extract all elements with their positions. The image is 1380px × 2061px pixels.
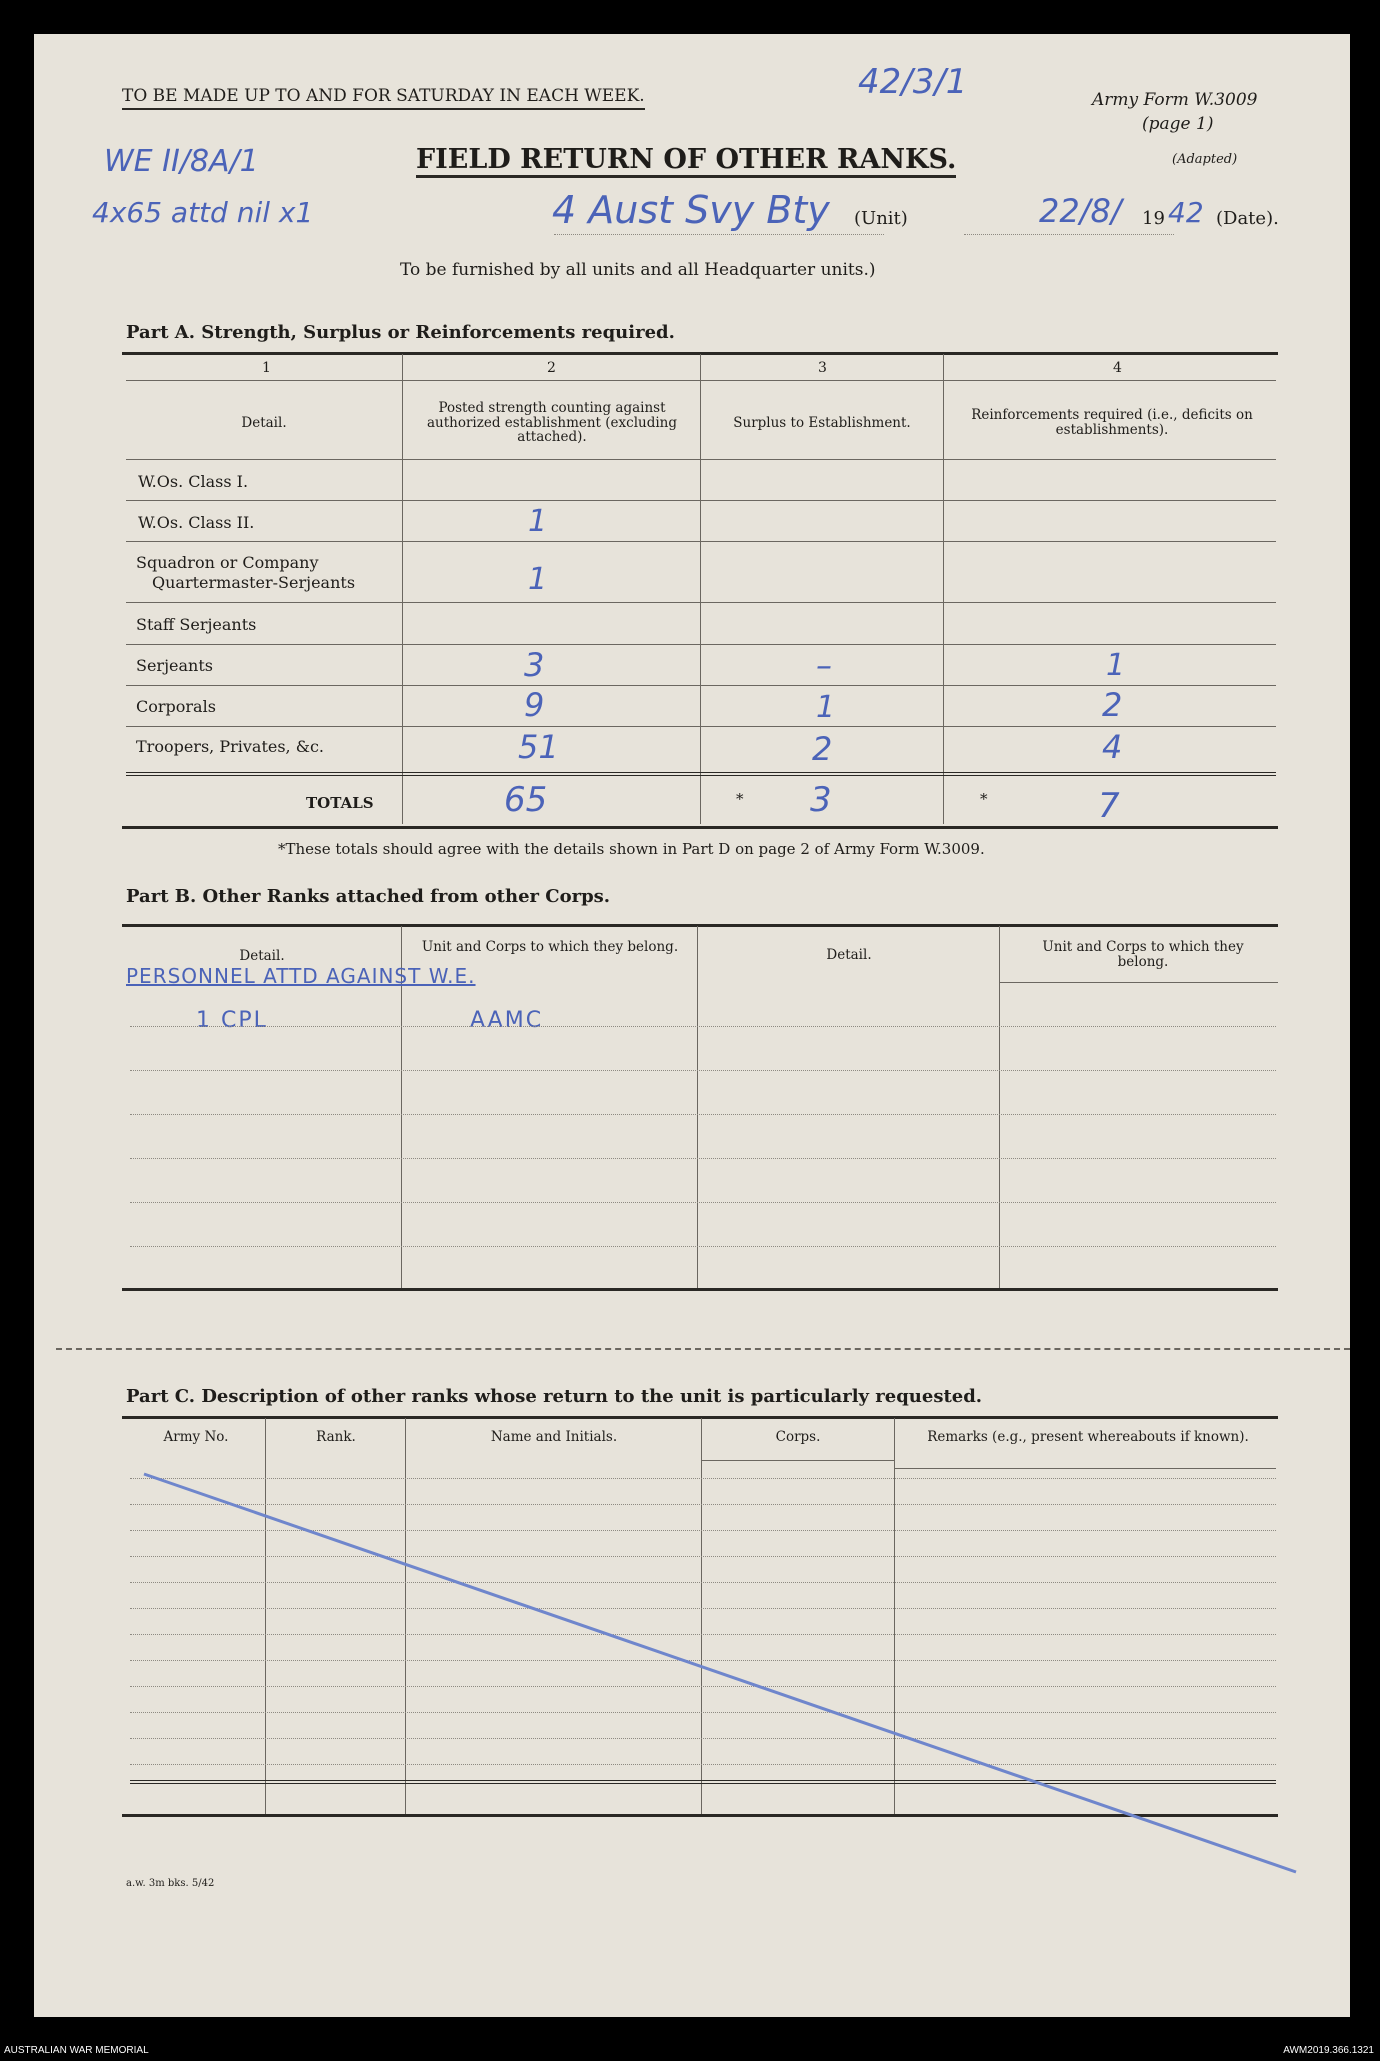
row-label-cqms-2: Quartermaster-Serjeants — [152, 573, 356, 592]
totals-reinf-marker: * — [980, 790, 988, 808]
army-form-number: Army Form W.3009 — [1092, 90, 1258, 110]
part-c-header-remarks: Remarks (e.g., present whereabouts if known). — [927, 1429, 1249, 1445]
surplus-troopers: 2 — [812, 730, 833, 768]
handwritten-attached-heading: PERSONNEL ATTD AGAINST W.E. — [126, 964, 476, 988]
date-label: (Date). — [1216, 208, 1279, 229]
reinf-corporals: 2 — [1102, 686, 1123, 724]
page-number: (page 1) — [1142, 114, 1214, 134]
row-label-wo2: W.Os. Class II. — [138, 513, 255, 532]
part-b-header-detail-2: Detail. — [826, 947, 872, 963]
year-prefix: 19 — [1142, 208, 1165, 229]
col-number-4: 4 — [1113, 360, 1122, 376]
posted-troopers: 51 — [518, 728, 559, 766]
part-a-header-detail: Detail. — [241, 415, 287, 431]
posted-serjeants: 3 — [524, 646, 545, 684]
form-title: FIELD RETURN OF OTHER RANKS. — [416, 144, 956, 175]
archive-institution: AUSTRALIAN WAR MEMORIAL — [4, 2045, 149, 2056]
totals-posted: 65 — [504, 780, 548, 820]
totals-label: TOTALS — [306, 794, 374, 812]
posted-wo2: 1 — [528, 504, 548, 539]
totals-surplus: 3 — [810, 780, 832, 820]
cancel-stroke — [34, 34, 1350, 2017]
handwritten-attached-detail: 1 CPL — [196, 1008, 268, 1033]
surplus-corporals: 1 — [816, 690, 836, 725]
instruction-line: TO BE MADE UP TO AND FOR SATURDAY IN EACH WEEK. — [122, 86, 645, 106]
form-sheet — [34, 34, 1350, 2017]
part-b-header-detail-1: Detail. — [239, 948, 285, 964]
part-c-header-corps: Corps. — [775, 1429, 821, 1445]
handwritten-we-ref: WE II/8A/1 — [104, 144, 259, 179]
furnish-note: To be furnished by all units and all Headquarter units.) — [400, 260, 876, 280]
print-code: a.w. 3m bks. 5/42 — [126, 1878, 215, 1889]
row-label-troopers: Troopers, Privates, &c. — [136, 737, 325, 756]
col-number-3: 3 — [818, 360, 827, 376]
archive-footer — [0, 2042, 1380, 2061]
row-label-corporals: Corporals — [136, 697, 216, 716]
handwritten-attached-corps: AAMC — [470, 1008, 544, 1033]
unit-label: (Unit) — [854, 208, 908, 229]
totals-surplus-marker: * — [736, 790, 744, 808]
reinf-troopers: 4 — [1102, 728, 1123, 766]
part-a-header-reinforcements: Reinforcements required (i.e., deficits on establishments). — [971, 407, 1253, 438]
part-c-heading: Part C. Description of other ranks whose return to the unit is particularly requested. — [126, 1386, 983, 1407]
handwritten-date: 22/8/ — [1039, 192, 1122, 230]
row-label-wo1: W.Os. Class I. — [138, 472, 249, 491]
part-a-footnote: *These totals should agree with the details shown in Part D on page 2 of Army Form W.3009. — [278, 840, 985, 858]
part-c-header-army-no: Army No. — [163, 1429, 229, 1445]
part-a-header-surplus: Surplus to Establishment. — [733, 415, 911, 431]
adapted-label: (Adapted) — [1172, 152, 1238, 167]
part-b-header-corps-2: Unit and Corps to which they belong. — [1042, 939, 1244, 970]
handwritten-strength-note: 4x65 attd nil x1 — [92, 196, 314, 229]
part-b-header-corps-1: Unit and Corps to which they belong. — [421, 939, 679, 955]
posted-cqms: 1 — [528, 562, 548, 597]
col-number-2: 2 — [547, 360, 556, 376]
row-label-serjeants: Serjeants — [136, 656, 213, 675]
surplus-serjeants: – — [816, 646, 832, 684]
posted-corporals: 9 — [524, 686, 545, 724]
row-label-staff-serjeants: Staff Serjeants — [136, 615, 257, 634]
handwritten-unit: 4 Aust Svy Bty — [552, 188, 830, 232]
part-c-header-name: Name and Initials. — [490, 1429, 618, 1445]
row-label-cqms-1: Squadron or Company — [136, 553, 319, 572]
handwritten-file-ref: 42/3/1 — [858, 62, 968, 102]
archive-accession: AWM2019.366.1321 — [1283, 2045, 1374, 2056]
part-b-heading: Part B. Other Ranks attached from other Corps. — [126, 886, 611, 907]
part-a-header-posted: Posted strength counting against authorized establishment (excluding attached). — [426, 400, 678, 446]
reinf-serjeants: 1 — [1106, 648, 1126, 683]
part-a-heading: Part A. Strength, Surplus or Reinforcements required. — [126, 322, 675, 343]
part-c-header-rank: Rank. — [316, 1429, 356, 1445]
col-number-1: 1 — [262, 360, 271, 376]
totals-reinf: 7 — [1098, 786, 1120, 826]
handwritten-year: 42 — [1168, 196, 1204, 229]
